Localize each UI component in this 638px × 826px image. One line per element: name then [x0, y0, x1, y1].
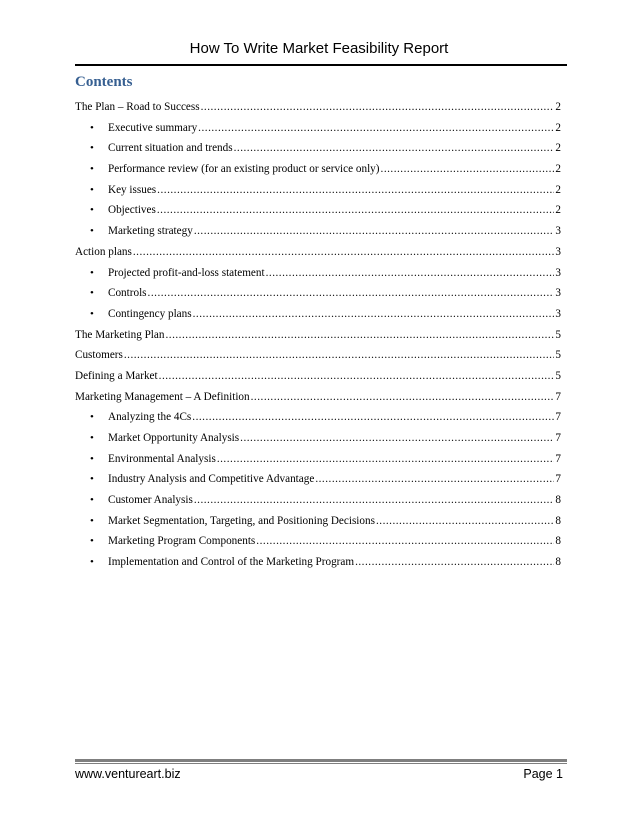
footer-divider-thin [75, 763, 567, 764]
toc-entry[interactable] [75, 345, 561, 366]
dot-leader [148, 283, 555, 304]
toc-entry[interactable] [75, 366, 561, 387]
dot-leader [133, 242, 555, 263]
dot-leader [192, 407, 554, 428]
dot-leader [381, 159, 555, 180]
contents-heading: Contents [75, 74, 133, 90]
dot-leader [240, 428, 554, 449]
toc-entry-title: Contingency plans [108, 307, 192, 320]
toc-entry-page: 3 [555, 307, 561, 320]
bullet-icon: • [90, 535, 94, 548]
toc-entry-page: 8 [555, 535, 561, 548]
dot-leader [376, 511, 554, 532]
toc-entry[interactable] [75, 200, 561, 221]
toc-entry[interactable] [75, 159, 561, 180]
toc-entry[interactable] [75, 449, 561, 470]
toc-entry[interactable] [75, 221, 561, 242]
toc-entry-title: The Marketing Plan [75, 328, 165, 341]
toc-entry-page: 8 [555, 494, 561, 507]
toc-entry-page: 8 [555, 514, 561, 527]
toc-entry-page: 3 [555, 266, 561, 279]
toc-entry[interactable] [75, 263, 561, 284]
toc-entry-page: 2 [555, 142, 561, 155]
bullet-icon: • [90, 494, 94, 507]
toc-entry-title: Performance review (for an existing product or service only) [108, 163, 380, 176]
toc-entry[interactable] [75, 552, 561, 573]
toc-entry-page: 7 [555, 452, 561, 465]
dot-leader [355, 552, 554, 573]
header-divider [75, 64, 567, 66]
bullet-icon: • [90, 204, 94, 217]
toc-entry-title: Objectives [108, 204, 156, 217]
toc-entry-page: 5 [555, 328, 561, 341]
toc-entry-title: Controls [108, 287, 147, 300]
toc-entry-page: 3 [555, 287, 561, 300]
bullet-icon: • [90, 411, 94, 424]
toc-entry-title: Environmental Analysis [108, 452, 216, 465]
toc-entry-title: Market Opportunity Analysis [108, 432, 240, 444]
toc-entry-title: Key issues [108, 183, 157, 196]
toc-entry[interactable] [75, 138, 561, 159]
dot-leader [157, 200, 555, 221]
toc-entry-page: 5 [555, 369, 561, 382]
toc-entry-title: Market Segmentation, Targeting, and Positioning Decisions [108, 514, 375, 527]
bullet-icon: • [90, 225, 94, 238]
footer-website: www.ventureart.biz [75, 767, 181, 781]
toc-entry-title: Marketing Management – A Definition [75, 390, 250, 403]
toc-entry-title: Action plans [75, 245, 132, 258]
bullet-icon: • [90, 142, 94, 155]
toc-entry-page: 2 [555, 204, 561, 217]
toc-entry[interactable] [75, 97, 561, 118]
toc-entry[interactable] [75, 242, 561, 263]
bullet-icon: • [90, 432, 94, 444]
bullet-icon: • [90, 163, 94, 176]
bullet-icon: • [90, 556, 94, 569]
toc-entry[interactable] [75, 180, 561, 201]
bullet-icon: • [90, 266, 94, 279]
toc-entry-page: 5 [555, 349, 561, 362]
dot-leader [256, 531, 554, 552]
toc-entry-title: Defining a Market [75, 369, 158, 382]
toc-entry[interactable] [75, 531, 561, 552]
document-header-title: How To Write Market Feasibility Report [189, 40, 449, 57]
dot-leader [194, 490, 555, 511]
dot-leader [198, 118, 554, 139]
dot-leader [315, 469, 554, 490]
toc-entry-page: 3 [555, 245, 561, 258]
footer-page-number: Page 1 [523, 767, 563, 781]
toc-entry[interactable] [75, 387, 561, 408]
toc-entry-page: 7 [555, 473, 561, 486]
toc-entry-page: 7 [555, 411, 561, 424]
dot-leader [234, 138, 555, 159]
toc-entry-title: Customer Analysis [108, 494, 193, 507]
dot-leader [157, 180, 554, 201]
toc-entry-page: 2 [555, 101, 561, 113]
dot-leader [266, 263, 555, 284]
bullet-icon: • [90, 473, 94, 486]
dot-leader [194, 221, 555, 242]
toc-entry-page: 2 [555, 163, 561, 176]
toc-entry[interactable] [75, 407, 561, 428]
toc-entry[interactable] [75, 469, 561, 490]
toc-entry[interactable] [75, 490, 561, 511]
dot-leader [193, 304, 555, 325]
bullet-icon: • [90, 121, 94, 134]
toc-entry-title: Projected profit-and-loss statement [108, 266, 265, 279]
toc-entry[interactable] [75, 428, 561, 449]
dot-leader [251, 387, 555, 408]
dot-leader [165, 325, 554, 346]
toc-entry-title: Marketing Program Components [108, 535, 256, 548]
dot-leader [124, 345, 555, 366]
toc-entry-title: Executive summary [108, 121, 198, 134]
toc-entry[interactable] [75, 304, 561, 325]
toc-entry[interactable] [75, 118, 561, 139]
bullet-icon: • [90, 514, 94, 527]
toc-entry-page: 8 [555, 556, 561, 569]
toc-entry[interactable] [75, 283, 561, 304]
toc-entry-title: Analyzing the 4Cs [108, 411, 192, 424]
bullet-icon: • [90, 287, 94, 300]
toc-entry-title: The Plan – Road to Success [75, 101, 200, 113]
toc-entry[interactable] [75, 511, 561, 532]
footer-divider [75, 759, 567, 762]
dot-leader [201, 97, 555, 118]
toc-entry-page: 3 [555, 225, 561, 238]
toc-entry-page: 2 [555, 183, 561, 196]
toc-entry-title: Implementation and Control of the Marketing Program [108, 556, 355, 569]
bullet-icon: • [90, 307, 94, 320]
toc-entry-title: Industry Analysis and Competitive Advantage [108, 473, 315, 486]
dot-leader [159, 366, 555, 387]
toc-entry-title: Customers [75, 349, 123, 362]
toc-entry-page: 7 [555, 390, 561, 403]
toc-entry-page: 7 [555, 432, 561, 444]
bullet-icon: • [90, 183, 94, 196]
toc-entry-title: Current situation and trends [108, 142, 233, 155]
table-of-contents [75, 97, 561, 573]
toc-entry-title: Marketing strategy [108, 225, 193, 238]
toc-entry-page: 2 [555, 121, 561, 134]
dot-leader [217, 449, 555, 470]
bullet-icon: • [90, 452, 94, 465]
toc-entry[interactable] [75, 325, 561, 346]
